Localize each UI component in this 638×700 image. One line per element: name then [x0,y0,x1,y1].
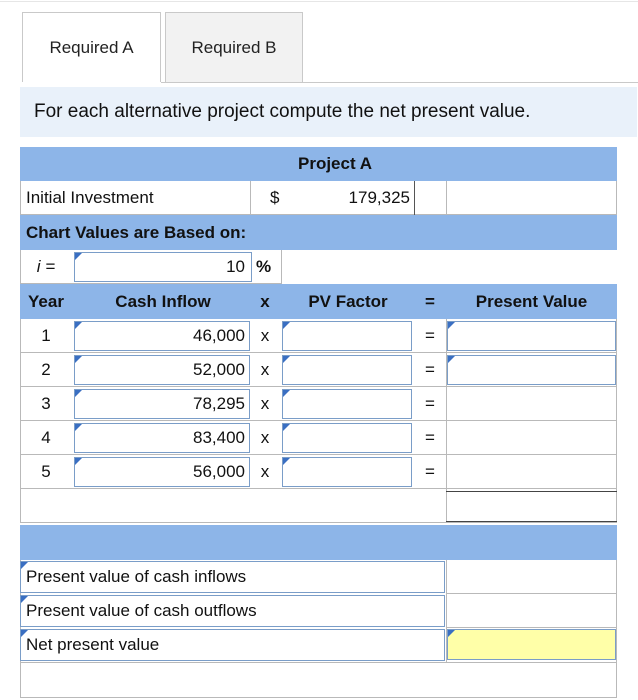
present-value-input[interactable] [447,355,616,385]
row-times: x [260,462,270,481]
chart-basis-label: Chart Values are Based on: [26,222,247,242]
present-value-input[interactable] [447,321,616,351]
row-equals: = [425,360,435,379]
pv-outflows-label-field[interactable] [20,595,445,627]
col-pv-factor: PV Factor [308,291,388,311]
tab-required-b-label: Required B [191,37,277,57]
cash-inflow-input[interactable] [74,321,250,351]
currency-symbol: $ [270,188,280,207]
row-year: 3 [41,394,51,413]
row-times: x [260,428,270,447]
cash-inflow-value: 78,295 [193,394,245,413]
input-marker-icon [283,390,290,397]
cash-inflow-value: 56,000 [193,462,245,481]
pv-inflows-label-field[interactable] [20,561,445,593]
rate-input[interactable] [74,252,252,282]
npv-label-field[interactable] [20,629,445,661]
initial-investment-label: Initial Investment [26,188,154,207]
cash-inflow-value: 83,400 [193,428,245,447]
summary-header-row [20,525,617,560]
row-equals: = [425,326,435,345]
input-marker-icon [75,253,82,260]
subtotal-line [446,491,617,492]
pv-factor-input[interactable] [282,321,412,351]
npv-input[interactable] [447,629,616,660]
input-marker-icon [283,322,290,329]
tab-divider [161,82,638,83]
input-marker-icon [75,390,82,397]
col-cash-inflow: Cash Inflow [115,291,211,311]
input-marker-icon [75,458,82,465]
cash-inflow-input[interactable] [74,423,250,453]
col-equals: = [425,291,435,311]
input-marker-icon [75,322,82,329]
npv-label: Net present value [26,635,160,654]
pv-factor-input[interactable] [282,389,412,419]
row-equals: = [425,394,435,413]
bottom-row [20,662,617,698]
row-times: x [260,360,270,379]
col-year: Year [28,291,64,311]
initial-investment-value: 179,325 [348,188,410,207]
cash-inflow-input[interactable] [74,389,250,419]
cash-inflow-input[interactable] [74,457,250,487]
tab-required-b[interactable] [165,12,303,82]
pv-factor-input[interactable] [282,457,412,487]
row-year: 4 [41,428,51,447]
rate-label: i = [36,257,56,276]
input-marker-icon [283,424,290,431]
input-marker-icon [448,356,455,363]
row-year: 5 [41,462,51,481]
col-times: x [260,291,270,311]
input-marker-icon [283,356,290,363]
project-title: Project A [297,154,372,173]
tab-required-a-label: Required A [49,37,134,57]
row-times: x [260,394,270,413]
col-present-value: Present Value [475,291,588,311]
pv-outflows-label: Present value of cash outflows [26,601,257,620]
instruction-text: For each alternative project compute the net present value. [34,101,531,122]
input-marker-icon [448,322,455,329]
instruction-banner [20,87,637,137]
row-year: 1 [41,326,51,345]
row-year: 2 [41,360,51,379]
input-marker-icon [75,356,82,363]
rate-unit: % [256,257,272,276]
input-marker-icon [448,630,455,637]
row-times: x [260,326,270,345]
tab-required-a[interactable] [22,12,161,82]
blank-row [20,489,617,523]
row-equals: = [425,428,435,447]
input-marker-icon [283,458,290,465]
cash-inflow-value: 52,000 [193,360,245,379]
top-divider [0,1,638,2]
pv-factor-input[interactable] [282,355,412,385]
rate-input-value: 10 [226,257,245,276]
row-equals: = [425,462,435,481]
pv-inflows-label: Present value of cash inflows [26,567,247,586]
cash-inflow-value: 46,000 [193,326,245,345]
input-marker-icon [75,424,82,431]
cash-inflow-input[interactable] [74,355,250,385]
pv-factor-input[interactable] [282,423,412,453]
